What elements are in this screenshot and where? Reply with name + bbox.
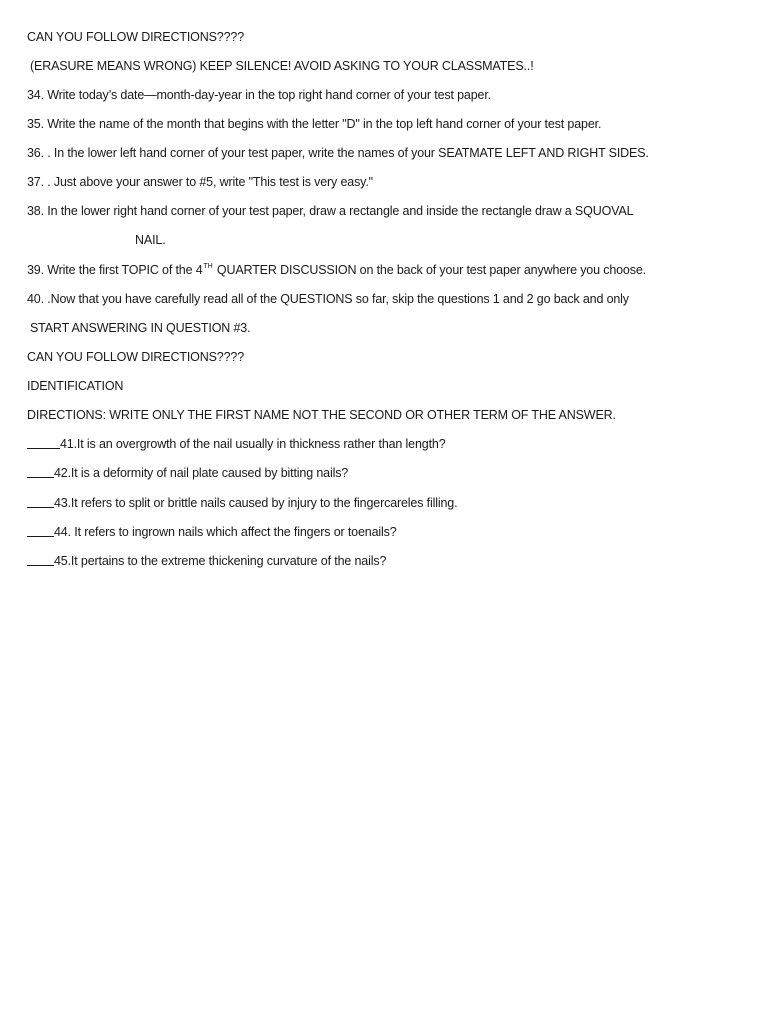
- question-39: [27, 262, 646, 278]
- question-38-line2: NAIL.: [135, 233, 166, 247]
- identification-item-43: [27, 495, 457, 511]
- question-40-line2: START ANSWERING IN QUESTION #3.: [30, 321, 251, 335]
- answer-blank[interactable]: [27, 506, 54, 508]
- answer-blank[interactable]: [27, 476, 54, 478]
- identification-item-41: [27, 436, 446, 452]
- question-37: 37. . Just above your answer to #5, write "This test is very easy.": [27, 175, 373, 189]
- heading-follow-directions: CAN YOU FOLLOW DIRECTIONS????: [27, 30, 245, 44]
- question-38-line1: 38. In the lower right hand corner of your test paper, draw a rectangle and inside the rectangle draw a SQUOVAL: [27, 204, 634, 218]
- identification-item-text: 42.It is a deformity of nail plate caused by bitting nails?: [54, 466, 349, 480]
- identification-item-text: 41.It is an overgrowth of the nail usually in thickness rather than length?: [60, 437, 446, 451]
- question-34: 34. Write today’s date—month-day-year in the top right hand corner of your test paper.: [27, 88, 491, 102]
- heading-follow-directions-2: CAN YOU FOLLOW DIRECTIONS????: [27, 350, 245, 364]
- question-39-superscript: TH: [203, 263, 213, 270]
- question-39-pre: 39. Write the first TOPIC of the 4: [27, 263, 203, 277]
- identification-item-text: 44. It refers to ingrown nails which affect the fingers or toenails?: [54, 525, 397, 539]
- identification-item-45: [27, 553, 386, 569]
- question-40-line1: 40. .Now that you have carefully read all of the QUESTIONS so far, skip the questions 1 and 2 go back and only: [27, 292, 629, 306]
- section-title-identification: IDENTIFICATION: [27, 379, 124, 393]
- identification-item-42: [27, 465, 348, 481]
- answer-blank[interactable]: [27, 535, 54, 537]
- answer-blank[interactable]: [27, 447, 60, 449]
- question-36: 36. . In the lower left hand corner of your test paper, write the names of your SEATMATE LEFT AND RIGHT SIDES.: [27, 146, 649, 160]
- identification-item-text: 43.It refers to split or brittle nails caused by injury to the fingercareles filling.: [54, 496, 458, 510]
- warning-line: (ERASURE MEANS WRONG) KEEP SILENCE! AVOID ASKING TO YOUR CLASSMATES..!: [30, 59, 534, 73]
- identification-item-text: 45.It pertains to the extreme thickening curvature of the nails?: [54, 554, 387, 568]
- identification-item-44: [27, 524, 397, 540]
- section-directions: DIRECTIONS: WRITE ONLY THE FIRST NAME NOT THE SECOND OR OTHER TERM OF THE ANSWER.: [27, 408, 616, 422]
- question-39-post: QUARTER DISCUSSION on the back of your test paper anywhere you choose.: [213, 263, 646, 277]
- question-35: 35. Write the name of the month that begins with the letter "D" in the top left hand corner of your test paper.: [27, 117, 602, 131]
- answer-blank[interactable]: [27, 564, 54, 566]
